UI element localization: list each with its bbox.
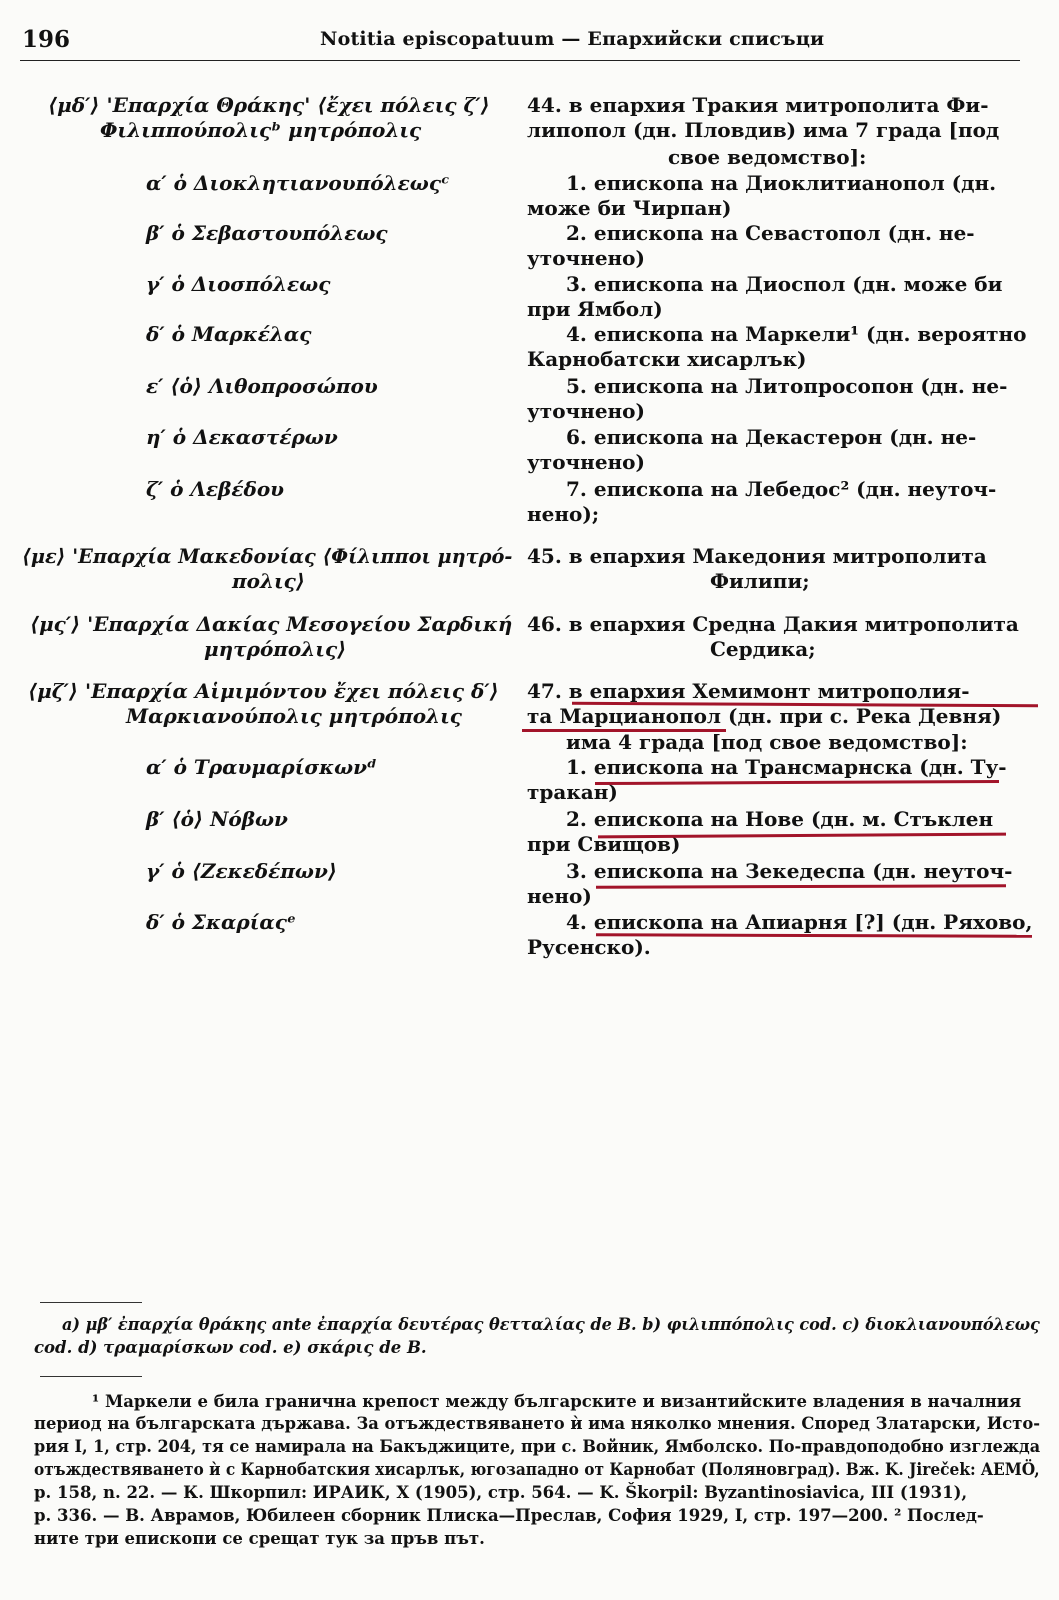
- bulgarian-line: 7. епископа на Лебедос² (дн. неуточ-: [566, 477, 997, 501]
- greek-line: α′ ὁ Διοκλητιανουπόλεωςᶜ: [146, 171, 450, 195]
- bulgarian-line: 2. епископа на Нове (дн. м. Стъклен: [566, 807, 994, 831]
- footnote-line: ¹ Маркели е била гранична крепост между българските и византийските владения в началния: [92, 1392, 1022, 1411]
- underline-mark: [596, 933, 1032, 938]
- apparatus-rule: [40, 1302, 142, 1303]
- apparatus-line: a) μβ′ ἐπαρχία θράκης ante ἐπαρχία δευτέρας θετταλίας de B. b) φιλιππόπολις cod. c) διοκλιανουπόλεως: [62, 1315, 1040, 1334]
- bulgarian-line: има 4 града [под свое ведомство]:: [566, 730, 968, 754]
- greek-line: πολις⟩: [232, 569, 305, 593]
- bulgarian-line: 1. епископа на Трансмарнска (дн. Ту-: [566, 755, 1007, 779]
- bulgarian-line: уточнено): [527, 399, 645, 423]
- bulgarian-line: Филипи;: [710, 569, 810, 593]
- bulgarian-line: при Свищов): [527, 832, 681, 856]
- bulgarian-line: нено): [527, 884, 592, 908]
- greek-line: β′ ὁ Σεβαστουπόλεως: [146, 221, 388, 245]
- bulgarian-line: тракан): [527, 780, 618, 804]
- footnote-line: отъждествяването ѝ с Карнобатския хисарлък, югозападно от Карнобат (Поляновград). Вж. K. Jireček: AEMÖ,: [34, 1460, 1040, 1479]
- footnote-line: период на българската държава. За отъждествяването ѝ има няколко мнения. Според Златарски, Исто-: [34, 1414, 1041, 1433]
- greek-line: δ′ ὁ Μαρκέλας: [146, 322, 312, 346]
- bulgarian-line: може би Чирпан): [527, 196, 732, 220]
- page-header: [20, 26, 1020, 61]
- footnote-line: p. 336. — В. Аврамов, Юбилеен сборник Плиска—Преслав, София 1929, I, стр. 197—200. ² Послед-: [34, 1506, 984, 1525]
- apparatus-line: cod. d) τραμαρίσκων cod. e) σκάρις de B.: [34, 1338, 427, 1357]
- bulgarian-line: 2. епископа на Севастопол (дн. не-: [566, 221, 975, 245]
- greek-line: δ′ ὁ Σκαρίαςᵉ: [146, 910, 296, 934]
- bulgarian-line: 3. епископа на Зекедеспа (дн. неуточ-: [566, 859, 1013, 883]
- bulgarian-line: 47. в епархия Хемимонт митрополия-: [527, 679, 970, 703]
- footnote-line: p. 158, n. 22. — К. Шкорпил: ИРАИК, X (1905), стр. 564. — K. Škorpil: Byzantinosiavica, III (1931),: [34, 1483, 968, 1502]
- greek-line: ⟨μδ′⟩ 'Επαρχία Θράκης' ⟨ἔχει πόλεις ζ′⟩: [48, 93, 490, 117]
- greek-line: ε′ ⟨ὁ⟩ Λιθοπροσώπου: [146, 374, 378, 398]
- bulgarian-line: 4. епископа на Маркели¹ (дн. вероятно: [566, 322, 1027, 346]
- bulgarian-line: 1. епископа на Диоклитианопол (дн.: [566, 171, 997, 195]
- greek-line: γ′ ὁ Διοσπόλεως: [146, 272, 331, 296]
- bulgarian-line: 5. епископа на Литопросопон (дн. не-: [566, 374, 1008, 398]
- bulgarian-line: Карнобатски хисарлък): [527, 347, 807, 371]
- underline-mark: [595, 780, 999, 785]
- bulgarian-line: 44. в епархия Тракия митрополита Фи-: [527, 93, 989, 117]
- bulgarian-line: 3. епископа на Диоспол (дн. може би: [566, 272, 1003, 296]
- greek-line: ⟨με⟩ 'Επαρχία Μακεδονίας ⟨Φίλιπποι μητρό-: [22, 544, 513, 568]
- bulgarian-line: 46. в епархия Средна Дакия митрополита: [527, 612, 1019, 636]
- greek-line: Μαρκιανούπολις μητρόπολις: [126, 704, 462, 728]
- underline-mark: [596, 884, 1006, 888]
- bulgarian-line: нено);: [527, 502, 600, 526]
- greek-line: η′ ὁ Δεκαστέρων: [146, 425, 338, 449]
- bulgarian-line: при Ямбол): [527, 297, 663, 321]
- bulgarian-line: та Марцианопол (дн. при с. Река Девня): [527, 704, 1002, 728]
- bulgarian-line: 45. в епархия Македония митрополита: [527, 544, 987, 568]
- greek-line: ⟨μς′⟩ 'Επαρχία Δακίας Μεσογείου Σαρδική: [30, 612, 513, 636]
- bulgarian-line: Русенско).: [527, 935, 651, 959]
- footnote-rule: [40, 1376, 142, 1377]
- greek-line: Φιλιππούπολιςᵇ μητρόπολις: [100, 118, 422, 142]
- running-title: Notitia episcopatuum — Епархийски списъци: [320, 28, 825, 50]
- greek-line: μητρόπολις⟩: [204, 637, 347, 661]
- bulgarian-line: 4. епископа на Апиарня [?] (дн. Ряхово,: [566, 910, 1033, 934]
- page-number: 196: [22, 26, 71, 53]
- greek-line: ⟨μζ′⟩ 'Επαρχία Αἱμιμόντου ἔχει πόλεις δ′⟩: [28, 679, 499, 703]
- underline-mark: [522, 729, 726, 732]
- bulgarian-line: липопол (дн. Пловдив) има 7 града [под: [527, 118, 1000, 142]
- footnote-line: рия I, 1, стр. 204, тя се намирала на Бакъджиците, при с. Войник, Ямболско. По-правдоподобно изглежда: [34, 1437, 1041, 1456]
- greek-line: α′ ὁ Τραυμαρίσκωνᵈ: [146, 755, 378, 779]
- bulgarian-line: уточнено): [527, 450, 645, 474]
- footnote-line: ните три епископи се срещат тук за пръв път.: [34, 1529, 485, 1548]
- greek-line: β′ ⟨ὁ⟩ Νόβων: [146, 807, 288, 831]
- bulgarian-line: 6. епископа на Декастерон (дн. не-: [566, 425, 977, 449]
- bulgarian-line: уточнено): [527, 246, 645, 270]
- bulgarian-line: Сердика;: [710, 637, 816, 661]
- greek-line: ζ′ ὁ Λεβέδου: [146, 477, 285, 501]
- bulgarian-line: свое ведомство]:: [668, 145, 867, 169]
- greek-line: γ′ ὁ ⟨Ζεκεδέπων⟩: [146, 859, 337, 883]
